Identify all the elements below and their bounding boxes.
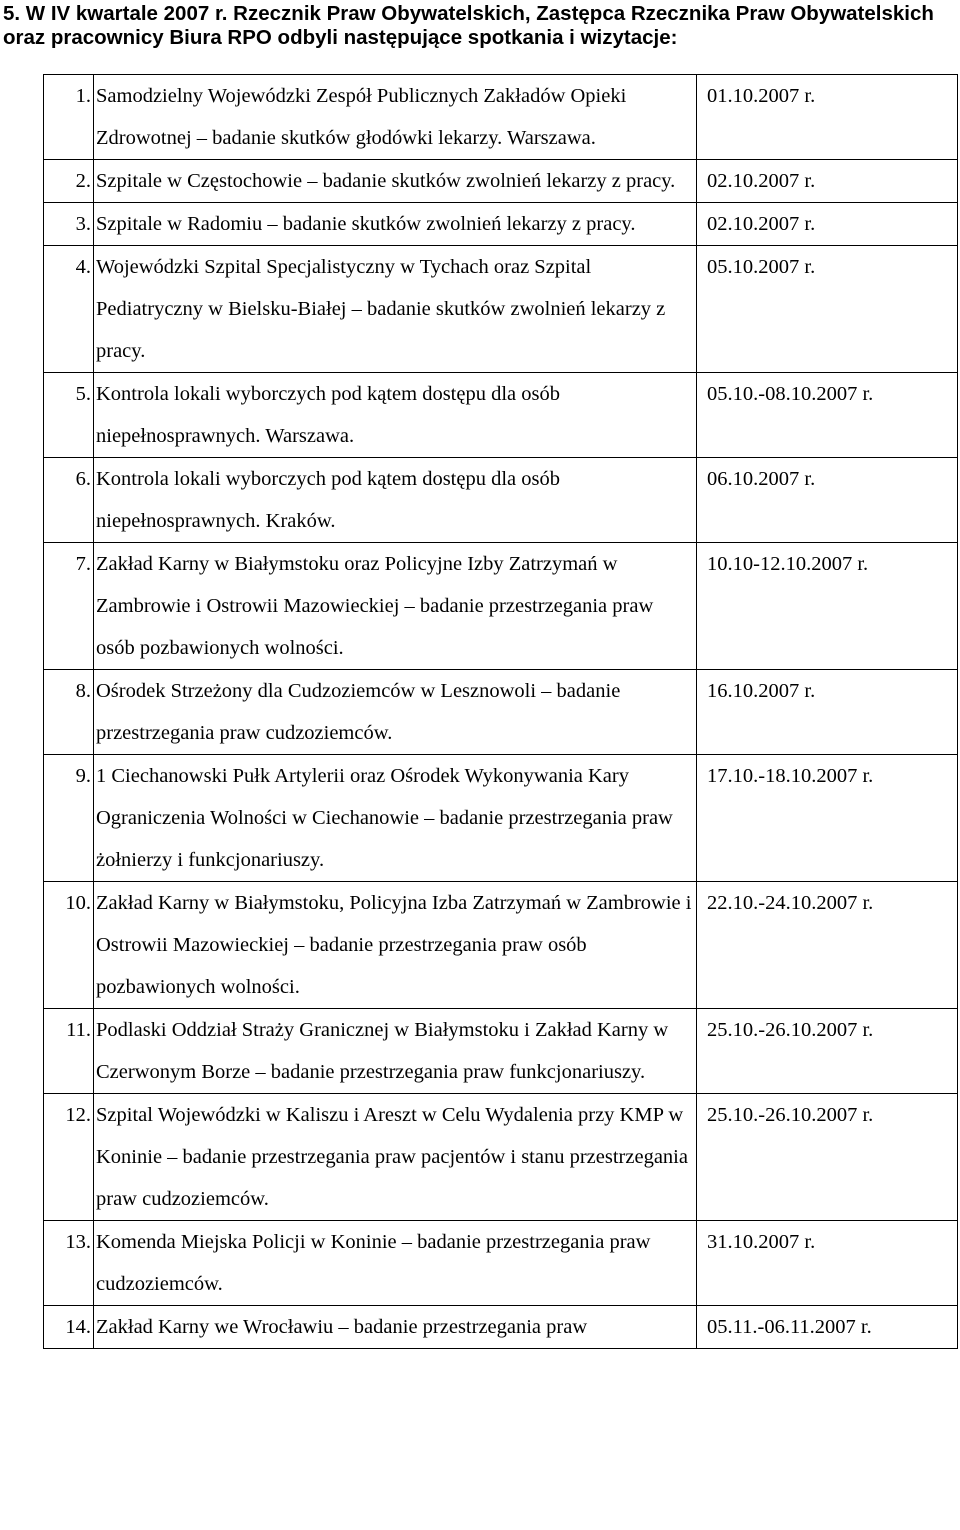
table-row	[44, 1009, 958, 1094]
table-row	[44, 1306, 958, 1349]
table-row	[44, 203, 958, 246]
visits-table-body	[44, 75, 958, 1349]
row-number: 5.	[44, 373, 94, 458]
row-description: Kontrola lokali wyborczych pod kątem dostępu dla osób niepełnosprawnych. Kraków.	[94, 458, 697, 543]
table-row	[44, 1094, 958, 1221]
table-row	[44, 246, 958, 373]
row-description: Wojewódzki Szpital Specjalistyczny w Tychach oraz Szpital Pediatryczny w Bielsku-Białej – badanie skutków zwolnień lekarzy z pracy.	[94, 246, 697, 373]
section-heading: 5. W IV kwartale 2007 r. Rzecznik Praw Obywatelskich, Zastępca Rzecznika Praw Obywatelskich oraz pracownicy Biura RPO odbyli następujące spotkania i wizytacje:	[3, 2, 934, 49]
row-description: Zakład Karny w Białymstoku oraz Policyjne Izby Zatrzymań w Zambrowie i Ostrowii Mazowieckiej – badanie przestrzegania praw osób pozbawionych wolności.	[94, 543, 697, 670]
table-row	[44, 160, 958, 203]
row-description: 1 Ciechanowski Pułk Artylerii oraz Ośrodek Wykonywania Kary Ograniczenia Wolności w Ciechanowie – badanie przestrzegania praw żołnierzy i funkcjonariuszy.	[94, 755, 697, 882]
row-number: 9.	[44, 755, 94, 882]
visits-table	[43, 74, 958, 1349]
row-date: 10.10-12.10.2007 r.	[697, 543, 958, 670]
row-description: Komenda Miejska Policji w Koninie – badanie przestrzegania praw cudzoziemców.	[94, 1221, 697, 1306]
table-row	[44, 755, 958, 882]
table-row	[44, 373, 958, 458]
row-number: 7.	[44, 543, 94, 670]
row-description: Kontrola lokali wyborczych pod kątem dostępu dla osób niepełnosprawnych. Warszawa.	[94, 373, 697, 458]
table-row	[44, 75, 958, 160]
row-number: 4.	[44, 246, 94, 373]
table-row	[44, 882, 958, 1009]
table-row	[44, 670, 958, 755]
row-date: 06.10.2007 r.	[697, 458, 958, 543]
row-description: Ośrodek Strzeżony dla Cudzoziemców w Lesznowoli – badanie przestrzegania praw cudzoziemców.	[94, 670, 697, 755]
row-description: Szpitale w Radomiu – badanie skutków zwolnień lekarzy z pracy.	[94, 203, 697, 246]
table-row	[44, 1221, 958, 1306]
row-date: 05.11.-06.11.2007 r.	[697, 1306, 958, 1349]
row-number: 12.	[44, 1094, 94, 1221]
row-date: 17.10.-18.10.2007 r.	[697, 755, 958, 882]
row-description: Szpital Wojewódzki w Kaliszu i Areszt w Celu Wydalenia przy KMP w Koninie – badanie przestrzegania praw pacjentów i stanu przestrzegania praw cudzoziemców.	[94, 1094, 697, 1221]
row-description: Zakład Karny we Wrocławiu – badanie przestrzegania praw	[94, 1306, 697, 1349]
row-number: 2.	[44, 160, 94, 203]
row-number: 10.	[44, 882, 94, 1009]
row-description: Samodzielny Wojewódzki Zespół Publicznych Zakładów Opieki Zdrowotnej – badanie skutków głodówki lekarzy. Warszawa.	[94, 75, 697, 160]
row-date: 16.10.2007 r.	[697, 670, 958, 755]
row-date: 05.10.-08.10.2007 r.	[697, 373, 958, 458]
row-date: 01.10.2007 r.	[697, 75, 958, 160]
row-description: Zakład Karny w Białymstoku, Policyjna Izba Zatrzymań w Zambrowie i Ostrowii Mazowieckiej – badanie przestrzegania praw osób pozbawionych wolności.	[94, 882, 697, 1009]
row-number: 8.	[44, 670, 94, 755]
row-number: 14.	[44, 1306, 94, 1349]
row-number: 6.	[44, 458, 94, 543]
row-description: Podlaski Oddział Straży Granicznej w Białymstoku i Zakład Karny w Czerwonym Borze – badanie przestrzegania praw funkcjonariuszy.	[94, 1009, 697, 1094]
table-row	[44, 458, 958, 543]
row-number: 1.	[44, 75, 94, 160]
row-date: 02.10.2007 r.	[697, 203, 958, 246]
row-date: 31.10.2007 r.	[697, 1221, 958, 1306]
row-date: 22.10.-24.10.2007 r.	[697, 882, 958, 1009]
row-number: 13.	[44, 1221, 94, 1306]
table-row	[44, 543, 958, 670]
row-number: 3.	[44, 203, 94, 246]
row-description: Szpitale w Częstochowie – badanie skutków zwolnień lekarzy z pracy.	[94, 160, 697, 203]
row-number: 11.	[44, 1009, 94, 1094]
row-date: 25.10.-26.10.2007 r.	[697, 1094, 958, 1221]
row-date: 25.10.-26.10.2007 r.	[697, 1009, 958, 1094]
row-date: 02.10.2007 r.	[697, 160, 958, 203]
row-date: 05.10.2007 r.	[697, 246, 958, 373]
